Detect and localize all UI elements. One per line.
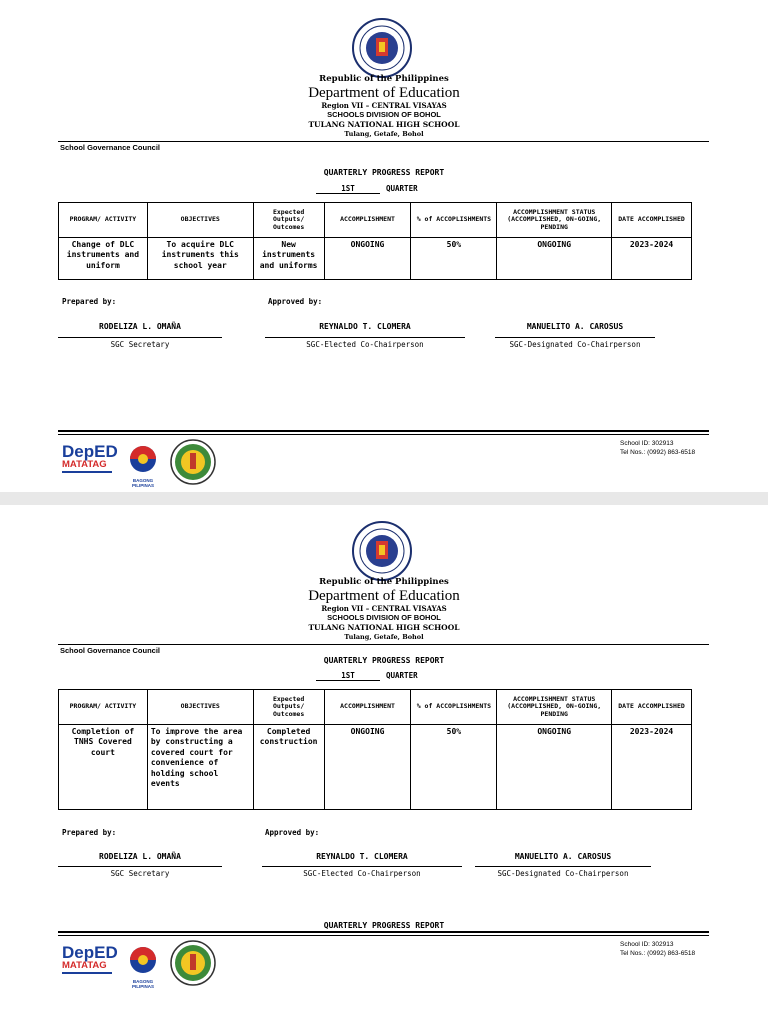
cell-status: ONGOING xyxy=(497,725,612,810)
footer-rule-thin xyxy=(58,935,709,936)
cell-program: Change of DLC instruments and uniform xyxy=(59,238,148,280)
signature-secretary xyxy=(58,322,222,349)
school-id-text: School ID: 302913 xyxy=(620,440,674,447)
school-name: TULANG NATIONAL HIGH SCHOOL xyxy=(308,120,460,129)
col-objectives: OBJECTIVES xyxy=(147,203,253,238)
signature-designated xyxy=(475,852,651,878)
secretary-title: SGC Secretary xyxy=(58,866,222,878)
division-text: SCHOOLS DIVISION OF BOHOL xyxy=(327,613,441,622)
header-rule xyxy=(58,644,709,645)
footer-rule xyxy=(58,430,709,432)
cell-accomplishment: ONGOING xyxy=(324,238,411,280)
col-date: DATE ACCOMPLISHED xyxy=(612,690,692,725)
bagong-pilipinas-logo xyxy=(122,945,164,989)
designated-name: MANUELITO A. CAROSUS xyxy=(514,852,612,861)
quarter-label: QUARTER xyxy=(386,671,418,680)
report-table xyxy=(58,689,692,810)
school-address: Tulang, Getafe, Bohol xyxy=(344,633,424,641)
quarter-line xyxy=(316,671,418,681)
table-header-row xyxy=(59,690,692,725)
signature-designated xyxy=(495,322,655,349)
deped-seal-icon xyxy=(352,18,412,78)
matatag-text: MATATAG xyxy=(62,459,107,470)
secretary-name: RODELIZA L. OMAÑA xyxy=(99,852,181,861)
cell-objectives: To improve the area by constructing a covered court for convenience of holding school events xyxy=(147,725,253,810)
col-status: ACCOMPLISHMENT STATUS (ACCOMPLISHED, ON-GOING, PENDING xyxy=(497,690,612,725)
tel-text: Tel Nos.: (0992) 863-6518 xyxy=(620,949,696,957)
region-text: Region VII – CENTRAL VISAYAS xyxy=(321,101,447,110)
table-row xyxy=(59,238,692,280)
bagong-pilipinas-text: BAGONG PILIPINAS xyxy=(131,979,154,989)
deped-matatag-logo xyxy=(62,443,116,473)
tel-text: Tel Nos.: (0992) 863-6518 xyxy=(620,448,696,456)
report-page-1 xyxy=(0,0,768,492)
cell-objectives: To acquire DLC instruments this school year xyxy=(147,238,253,280)
quarter-line xyxy=(316,184,418,194)
cell-percent: 50% xyxy=(411,238,497,280)
quarter-value: 1ST xyxy=(316,671,380,681)
cell-outputs: New instruments and uniforms xyxy=(253,238,324,280)
cell-program: Completion of TNHS Covered court xyxy=(59,725,148,810)
contact-info xyxy=(620,941,695,959)
cell-status: ONGOING xyxy=(497,238,612,280)
designated-name: MANUELITO A. CAROSUS xyxy=(526,322,624,331)
designated-title: SGC-Designated Co-Chairperson xyxy=(475,866,651,878)
elected-title: SGC-Elected Co-Chairperson xyxy=(265,337,465,349)
quarter-label: QUARTER xyxy=(386,184,418,193)
next-report-title: QUARTERLY PROGRESS REPORT xyxy=(323,921,445,930)
tnhs-seal-icon xyxy=(170,439,216,485)
matatag-text: MATATAG xyxy=(62,960,107,971)
quarter-value: 1ST xyxy=(316,184,380,194)
bagong-pilipinas-text: BAGONG PILIPINAS xyxy=(131,478,154,488)
region-text: Region VII – CENTRAL VISAYAS xyxy=(321,604,447,613)
signature-elected xyxy=(262,852,462,878)
department-title: Department of Education xyxy=(308,588,460,604)
prepared-by-label: Prepared by: xyxy=(62,297,117,306)
header-rule xyxy=(58,141,709,142)
elected-name: REYNALDO T. CLOMERA xyxy=(319,322,411,331)
designated-title: SGC-Designated Co-Chairperson xyxy=(495,337,655,349)
bagong-pilipinas-logo xyxy=(122,444,164,488)
col-accomplishment: ACCOMPLISHMENT xyxy=(324,203,411,238)
report-title: QUARTERLY PROGRESS REPORT xyxy=(323,656,445,665)
report-page-2 xyxy=(0,505,768,1024)
approved-by-label: Approved by: xyxy=(265,828,320,837)
council-label: School Governance Council xyxy=(60,143,161,152)
elected-name: REYNALDO T. CLOMERA xyxy=(316,852,408,861)
republic-text: Republic of the Philippines xyxy=(319,577,449,587)
department-title: Department of Education xyxy=(308,85,460,101)
secretary-name: RODELIZA L. OMAÑA xyxy=(99,322,181,331)
deped-seal-icon xyxy=(352,521,412,581)
col-outputs: Expected Outputs/ Outcomes xyxy=(253,690,324,725)
bagong-pilipinas-icon xyxy=(122,945,164,975)
col-outputs: Expected Outputs/ Outcomes xyxy=(253,203,324,238)
signature-elected xyxy=(265,322,465,349)
bagong-pilipinas-icon xyxy=(122,444,164,474)
col-program: PROGRAM/ ACTIVITY xyxy=(59,690,148,725)
col-objectives: OBJECTIVES xyxy=(147,690,253,725)
cell-date: 2023-2024 xyxy=(612,725,692,810)
school-name: TULANG NATIONAL HIGH SCHOOL xyxy=(308,623,460,632)
col-program: PROGRAM/ ACTIVITY xyxy=(59,203,148,238)
prepared-by-label: Prepared by: xyxy=(62,828,117,837)
cell-percent: 50% xyxy=(411,725,497,810)
footer-rule-thin xyxy=(58,434,709,435)
signature-secretary xyxy=(58,852,222,878)
approved-by-label: Approved by: xyxy=(268,297,323,306)
footer-rule xyxy=(58,931,709,933)
col-date: DATE ACCOMPLISHED xyxy=(612,203,692,238)
division-text: SCHOOLS DIVISION OF BOHOL xyxy=(327,110,441,119)
republic-text: Republic of the Philippines xyxy=(319,74,449,84)
contact-info xyxy=(620,440,695,458)
elected-title: SGC-Elected Co-Chairperson xyxy=(262,866,462,878)
cell-accomplishment: ONGOING xyxy=(324,725,411,810)
col-percent: % of ACCOPLISHMENTS xyxy=(411,690,497,725)
council-label: School Governance Council xyxy=(60,646,161,655)
school-address: Tulang, Getafe, Bohol xyxy=(344,130,424,138)
deped-logo-text: DepED xyxy=(62,442,118,461)
col-accomplishment: ACCOMPLISHMENT xyxy=(324,690,411,725)
col-percent: % of ACCOPLISHMENTS xyxy=(411,203,497,238)
tnhs-seal-icon xyxy=(170,940,216,986)
table-header-row xyxy=(59,203,692,238)
cell-date: 2023-2024 xyxy=(612,238,692,280)
report-table xyxy=(58,202,692,280)
school-id-text: School ID: 302913 xyxy=(620,941,674,948)
cell-outputs: Completed construction xyxy=(253,725,324,810)
secretary-title: SGC Secretary xyxy=(58,337,222,349)
table-row xyxy=(59,725,692,810)
report-title: QUARTERLY PROGRESS REPORT xyxy=(323,168,445,177)
deped-logo-text: DepED xyxy=(62,943,118,962)
col-status: ACCOMPLISHMENT STATUS (ACCOMPLISHED, ON-GOING, PENDING xyxy=(497,203,612,238)
deped-matatag-logo xyxy=(62,944,116,974)
